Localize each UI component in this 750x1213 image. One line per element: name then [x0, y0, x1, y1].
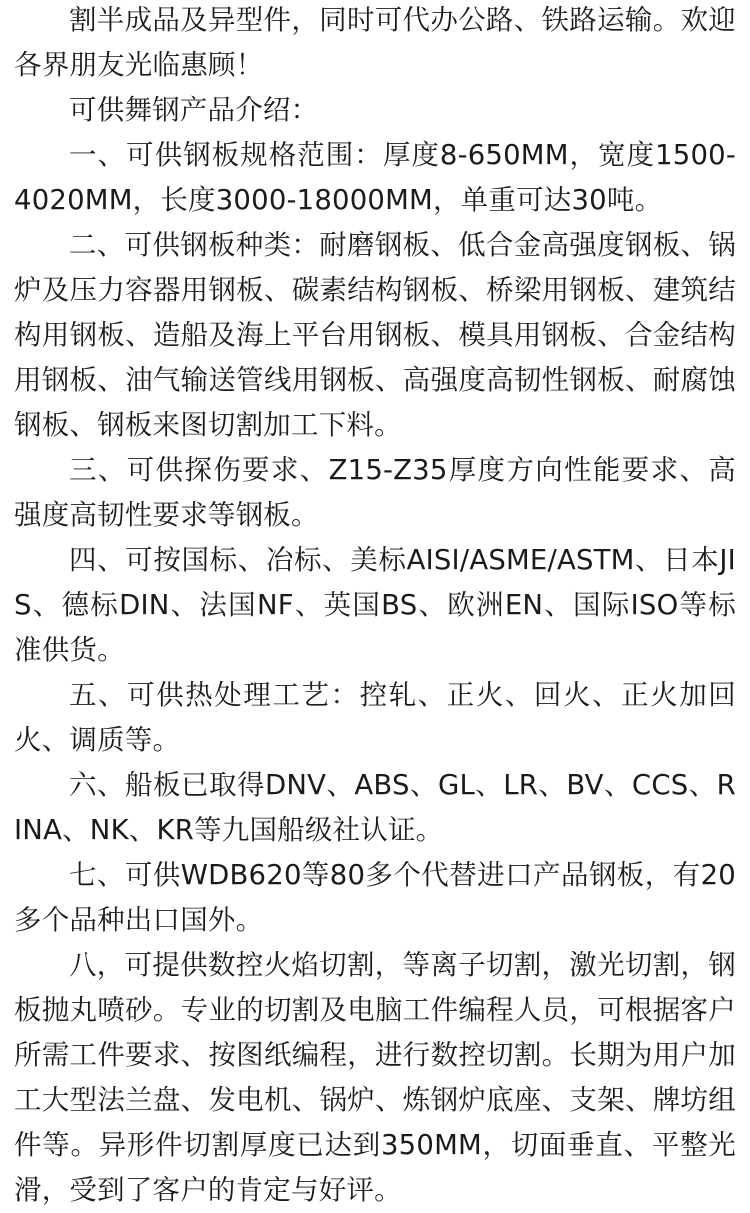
paragraph-item-4-standards: 四、可按国标、冶标、美标AISI/ASME/ASTM、日本JIS、德标DIN、法国NF、英国BS、欧洲EN、国际ISO等标准供货。 — [14, 544, 736, 666]
paragraph-item-3-inspection: 三、可供探伤要求、Z15-Z35厚度方向性能要求、高强度高韧性要求等钢板。 — [14, 454, 736, 531]
paragraph-item-2-types: 二、可供钢板种类：耐磨钢板、低合金高强度钢板、锅炉及压力容器用钢板、碳素结构钢板、桥梁用钢板、建筑结构用钢板、造船及海上平台用钢板、模具用钢板、合金结构用钢板、油气输送管线用钢板、高强度高韧性钢板、耐腐蚀钢板、钢板来图切割加工下料。 — [14, 229, 736, 441]
paragraph-item-7-import-substitute: 七、可供WDB620等80多个代替进口产品钢板，有20多个品种出口国外。 — [14, 859, 736, 936]
paragraph-intro-continued: 割半成品及异型件，同时可代办公路、铁路运输。欢迎各界朋友光临惠顾！ — [14, 4, 736, 81]
paragraph-item-8-cutting-services: 八，可提供数控火焰切割，等离子切割，激光切割，钢板抛丸喷砂。专业的切割及电脑工件编程人员，可根据客户所需工件要求、按图纸编程，进行数控切割。长期为用户加工大型法兰盘、发电机、锅炉、炼钢炉底座、支架、牌坊组件等。异形件切割厚度已达到350MM，切面垂直、平整光滑，受到了客户的肯定与好评。 — [14, 949, 736, 1206]
paragraph-item-6-certifications: 六、船板已取得DNV、ABS、GL、LR、BV、CCS、RINA、NK、KR等九国船级社认证。 — [14, 769, 736, 846]
document-body — [14, 0, 736, 1213]
paragraph-product-intro-heading: 可供舞钢产品介绍： — [69, 94, 319, 126]
paragraph-item-5-heat-treatment: 五、可供热处理工艺：控轧、正火、回火、正火加回火、调质等。 — [14, 679, 736, 756]
paragraph-item-1-specs: 一、可供钢板规格范围：厚度8-650MM，宽度1500-4020MM，长度3000-18000MM，单重可达30吨。 — [14, 139, 736, 216]
